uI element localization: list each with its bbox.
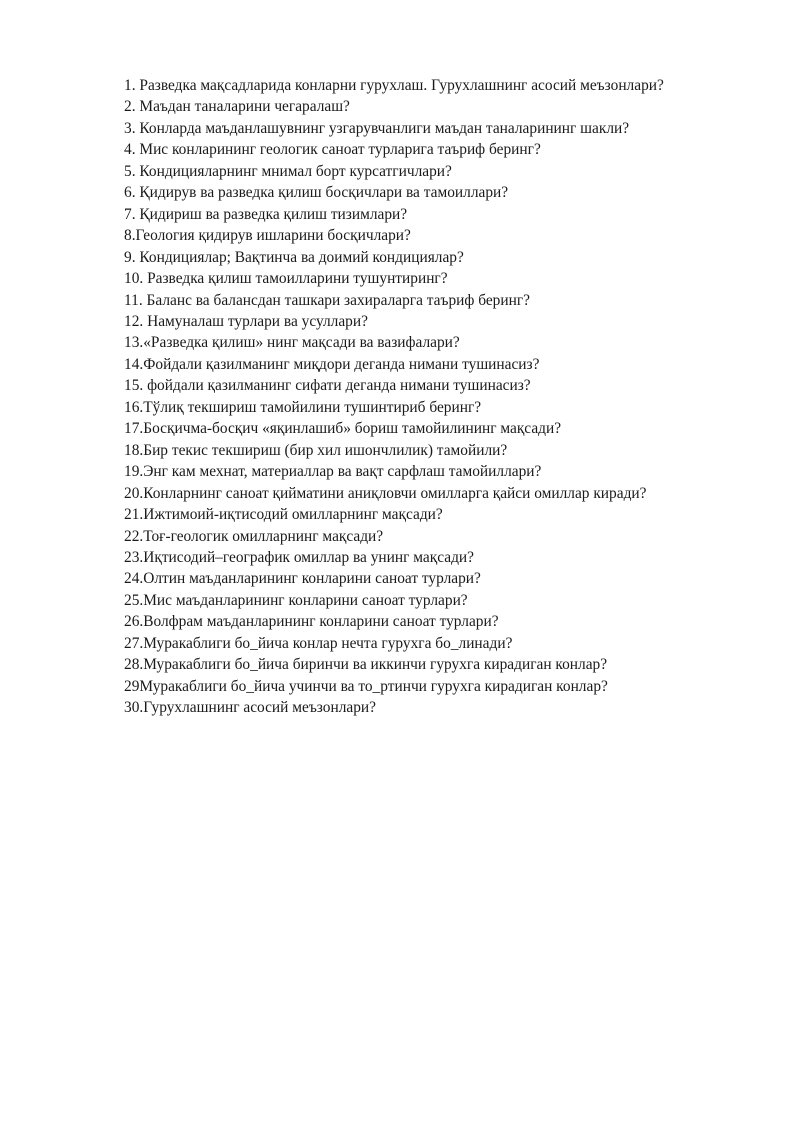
- question-item: 1. Разведка мақсадларида конларни гурухлаш. Гурухлашнинг асосий меъзонлари?: [124, 77, 664, 94]
- question-item: 30.Гурухлашнинг асосий меъзонлари?: [124, 699, 376, 717]
- question-item: 21.Ижтимоий-иқтисодий омилларнинг мақсади?: [124, 506, 443, 524]
- question-item: 12. Намуналаш турлари ва усуллари?: [124, 312, 368, 330]
- question-item: 24.Олтин маъданларининг конларини саноат турлари?: [124, 570, 481, 588]
- question-item: 10. Разведка қилиш тамоилларини тушунтиринг?: [124, 270, 448, 288]
- question-item: 18.Бир текис текшириш (бир хил ишончлилик) тамойили?: [124, 441, 508, 459]
- question-item: 5. Кондицияларнинг мнимал борт курсатгичлари?: [124, 162, 452, 180]
- question-item: 25.Мис маъданларининг конларини саноат турлари?: [124, 591, 468, 609]
- question-list: [124, 75, 784, 719]
- question-item: 4. Мис конларининг геологик саноат турларига таъриф беринг?: [124, 141, 541, 159]
- question-item: 20.Конларнинг саноат қийматини аниқловчи омилларга қайси омиллар киради?: [124, 484, 647, 502]
- question-item: 28.Муракаблиги бо_йича биринчи ва иккинчи гурухга кирадиган конлар?: [124, 656, 608, 674]
- question-item: 9. Кондициялар; Вақтинча ва доимий кондициялар?: [124, 248, 464, 266]
- question-item: 19.Энг кам мехнат, материаллар ва вақт сарфлаш тамойиллари?: [124, 463, 542, 481]
- question-item: 22.Тоғ-геологик омилларнинг мақсади?: [124, 527, 384, 545]
- question-item: 2. Маъдан таналарини чегаралаш?: [124, 98, 350, 116]
- question-item: 26.Волфрам маъданларининг конларини саноат турлари?: [124, 613, 499, 631]
- question-item: 13.«Разведка қилиш» нинг мақсади ва вазифалари?: [124, 334, 460, 352]
- question-item: 6. Қидирув ва разведка қилиш босқичлари ва тамоиллари?: [124, 184, 509, 202]
- question-item: 29Муракаблиги бо_йича учинчи ва то_ртинчи гурухга кирадиган конлар?: [124, 677, 608, 695]
- question-item: 17.Босқичма-босқич «яқинлашиб» бориш тамойилининг мақсади?: [124, 420, 562, 438]
- question-item: 3. Конларда маъданлашувнинг узгарувчанлиги маъдан таналарининг шакли?: [124, 119, 630, 137]
- question-item: 8.Геология қидирув ишларини босқичлари?: [124, 227, 411, 245]
- question-item: 14.Фойдали қазилманинг миқдори деганда нимани тушинасиз?: [124, 355, 540, 373]
- question-item: 7. Қидириш ва разведка қилиш тизимлари?: [124, 205, 408, 223]
- question-item: 11. Баланс ва балансдан ташкари захираларга таъриф беринг?: [124, 291, 530, 309]
- question-item: 16.Тўлиқ текшириш тамойилини тушинтириб беринг?: [124, 398, 482, 416]
- question-item: 15. фойдали қазилманинг сифати деганда нимани тушинасиз?: [124, 377, 531, 395]
- question-item: 27.Муракаблиги бо_йича конлар нечта гурухга бо_линади?: [124, 634, 513, 652]
- question-item: 23.Иқтисодий–географик омиллар ва унинг мақсади?: [124, 548, 474, 566]
